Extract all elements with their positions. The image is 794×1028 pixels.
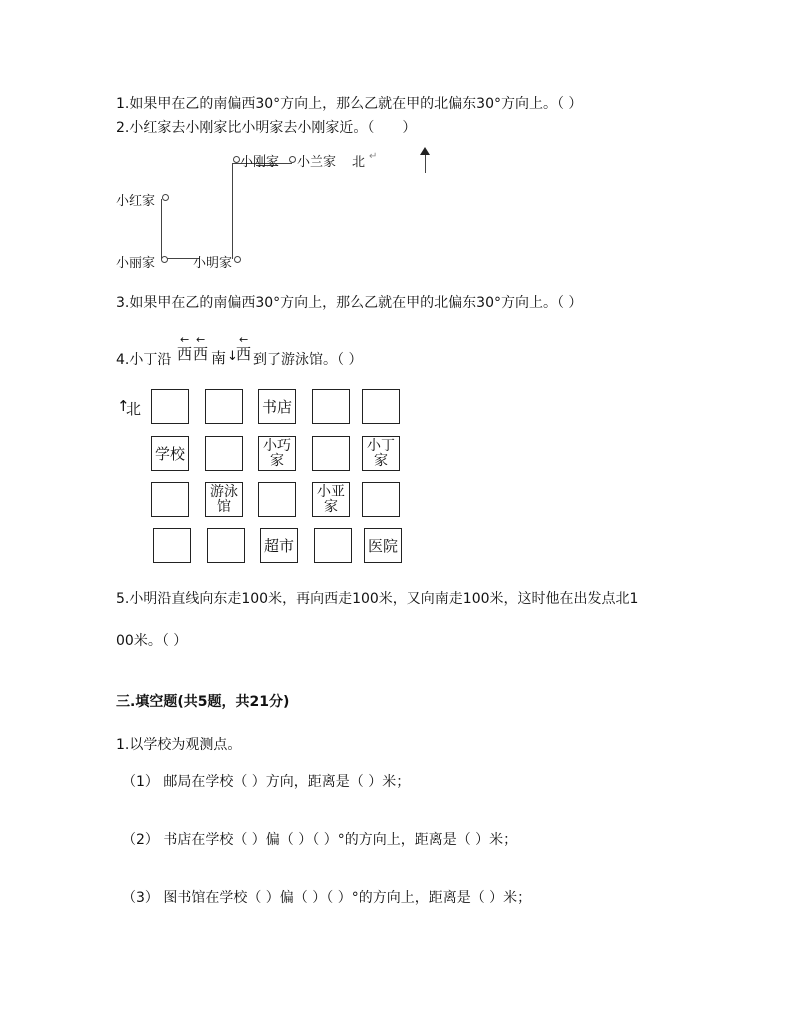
grid-cell	[207, 528, 245, 563]
label-xiaoli: 小丽家	[116, 256, 156, 271]
grid-cell-bookstore: 书店	[258, 389, 296, 424]
route-arrow-4-icon: ←	[239, 333, 249, 346]
grid-cell-xiaoya: 小亚家	[312, 482, 350, 517]
node-xiaoli	[161, 256, 168, 263]
grid-cell	[362, 482, 400, 517]
node-xiaolan	[289, 156, 296, 163]
grid-cell	[314, 528, 352, 563]
return-mark-icon: ↵	[369, 151, 378, 162]
section-3-heading: 三.填空题(共5题，共21分)	[116, 694, 290, 710]
section-3-part-2: （2） 书店在学校（ ）偏（ ）（ ）°的方向上，距离是（ ）米；	[122, 832, 518, 848]
question-5-line-1: 5.小明沿直线向东走100米，再向西走100米，又向南走100米，这时他在出发点北1	[116, 591, 639, 607]
grid-cell	[362, 389, 400, 424]
label-xiaolan: 小兰家	[297, 155, 337, 170]
north-arrow-icon	[420, 147, 430, 155]
grid-cell-market: 超市	[260, 528, 298, 563]
question-4-suffix: 到了游泳馆。（ ）	[253, 352, 363, 368]
grid-cell	[258, 482, 296, 517]
label-xiaoming: 小明家	[193, 256, 233, 271]
grid-cell-pool: 游泳馆	[205, 482, 243, 517]
section-3-question-1: 1.以学校为观测点。	[116, 737, 242, 753]
north-arrow-shaft	[425, 154, 426, 173]
route-arrow-1-icon: ←	[180, 333, 190, 346]
label-north: 北	[352, 155, 366, 170]
question-4-prefix: 4.小丁沿	[116, 352, 172, 368]
node-xiaoming	[234, 256, 241, 263]
label-xiaogang: 小刚家	[240, 155, 280, 170]
grid-north-arrow-icon: ↑	[117, 397, 130, 415]
route-word-4: 西	[236, 345, 252, 363]
route-word-1: 西	[177, 345, 193, 363]
section-3-part-3: （3） 图书馆在学校（ ）偏（ ）（ ）°的方向上，距离是（ ）米；	[122, 890, 532, 906]
label-xiaohong: 小红家	[116, 194, 156, 209]
grid-cell	[151, 389, 189, 424]
map-line-vertical-right	[232, 163, 233, 259]
grid-cell-xiaoqiao: 小巧家	[258, 436, 296, 471]
question-2: 2.小红家去小刚家比小明家去小刚家近。（ ）	[116, 120, 417, 136]
grid-cell	[205, 389, 243, 424]
route-arrow-2-icon: ←	[196, 333, 206, 346]
question-3: 3.如果甲在乙的南偏西30°方向上，那么乙就在甲的北偏东30°方向上。（ ）	[116, 295, 583, 311]
node-xiaogang	[233, 156, 240, 163]
grid-cell	[153, 528, 191, 563]
grid-cell	[312, 436, 350, 471]
section-3-part-1: （1） 邮局在学校（ ）方向，距离是（ ）米；	[122, 774, 411, 790]
grid-cell	[151, 482, 189, 517]
map-line-vertical-left	[161, 199, 162, 259]
grid-cell	[312, 389, 350, 424]
route-arrow-3-icon: ↓	[227, 349, 238, 364]
grid-cell	[205, 436, 243, 471]
grid-cell-school: 学校	[151, 436, 189, 471]
grid-north-label: 北	[126, 400, 142, 418]
grid-cell-xiaoding: 小丁家	[362, 436, 400, 471]
question-5-line-2: 00米。（ ）	[116, 633, 188, 649]
question-1: 1.如果甲在乙的南偏西30°方向上，那么乙就在甲的北偏东30°方向上。（ ）	[116, 96, 583, 112]
route-word-2: 西	[193, 345, 209, 363]
grid-cell-hospital: 医院	[364, 528, 402, 563]
node-xiaohong	[162, 194, 169, 201]
route-word-3: 南	[211, 349, 227, 367]
